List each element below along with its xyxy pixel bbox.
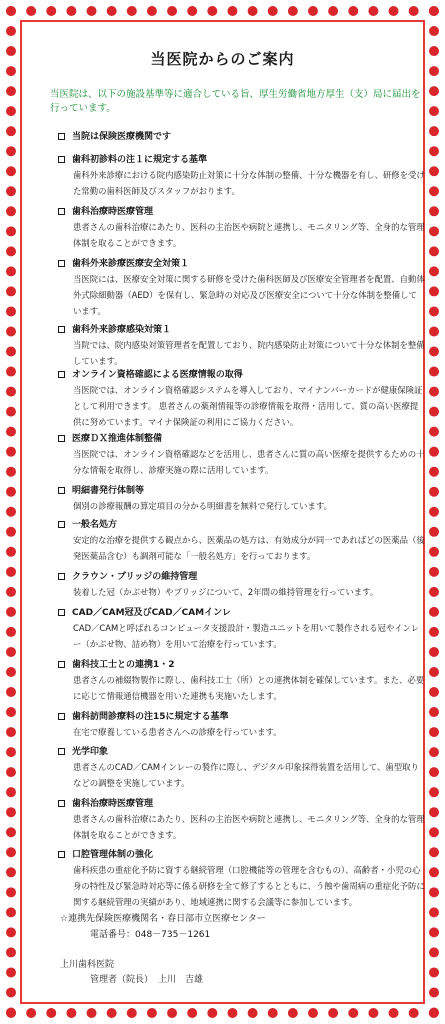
section-heading xyxy=(58,257,425,271)
checkbox-icon xyxy=(58,851,65,858)
clinic-name: 上川歯科医院 xyxy=(60,960,115,970)
notice-section xyxy=(58,745,425,791)
section-heading xyxy=(58,745,425,759)
section-body: 患者さんの歯科治療にあたり、医科の主治医や病院と連携し、モニタリング等、全身的な管理体制を取ることができます。 xyxy=(73,222,425,248)
intro-text: 当医院は、以下の施設基準等に適合している旨、厚生労働省地方厚生（支）局に届出を行っています。 xyxy=(50,89,421,114)
section-heading xyxy=(58,323,425,337)
notice-section xyxy=(58,658,425,704)
partner-phone: 電話番号：048－735－1261 xyxy=(90,930,211,940)
section-body: 安定的な治療を提供する観点から、医薬品の処方は、有効成分が同一であればどの医薬品（後発医薬品含む）も調剤可能な「一般名処方」を行っております。 xyxy=(73,535,425,561)
checkbox-icon xyxy=(58,800,65,807)
section-body: 患者さんのCAD／CAMインレーの製作に際し、デジタル印象採得装置を活用して、歯型取りなどの調整を実施しています。 xyxy=(73,762,419,788)
notice-section xyxy=(58,205,425,251)
section-body: CAD／CAMと呼ばれるコンピュータ支援設計・製造ユニットを用いて製作される冠やインレー（かぶせ物、詰め物）を用いて治療を行っています。 xyxy=(73,623,420,649)
section-heading xyxy=(58,432,425,446)
notice-section xyxy=(58,130,425,144)
section-heading-text: 歯科外来診療医療安全対策１ xyxy=(72,259,190,269)
section-heading-text: 光学印象 xyxy=(72,747,109,757)
checkbox-icon xyxy=(58,133,65,140)
section-heading xyxy=(58,205,425,219)
notice-section xyxy=(58,848,425,910)
checkbox-icon xyxy=(58,521,65,528)
page-title: 当医院からのご案内 xyxy=(150,50,295,68)
notice-section xyxy=(58,153,425,199)
section-heading-text: 歯科外来診療感染対策１ xyxy=(72,325,172,335)
section-heading-text: 口腔管理体制の強化 xyxy=(72,850,154,860)
checkbox-icon xyxy=(58,260,65,267)
notice-section xyxy=(58,570,425,600)
section-body: 当医院には、医療安全対策に関する研修を受けた歯科医師及び医療安全管理者を配置、自動体外式除細動器（AED）を保有し、緊急時の対応及び医療安全について十分な体制を整備しています。 xyxy=(73,274,425,316)
section-heading-text: 歯科技工士との連携1・2 xyxy=(72,660,175,670)
section-heading-text: 歯科治療時医療管理 xyxy=(72,207,154,217)
section-heading-text: 歯科訪問診療料の注15に規定する基準 xyxy=(72,712,229,722)
checkbox-icon xyxy=(58,661,65,668)
section-heading-text: CAD／CAM冠及びCAD／CAMインレ xyxy=(72,608,231,618)
notice-section xyxy=(58,606,425,652)
notice-section xyxy=(58,257,425,319)
partner-hospital: ☆連携先保険医療機関名・春日部市立医療センター xyxy=(60,914,266,924)
section-heading-text: オンライン資格確認による医療情報の取得 xyxy=(72,370,243,380)
notice-section xyxy=(58,432,425,478)
section-heading-text: クラウン・ブリッジの維持管理 xyxy=(72,572,198,582)
notice-section xyxy=(58,484,425,514)
notice-section xyxy=(58,710,425,740)
checkbox-icon xyxy=(58,748,65,755)
checkbox-icon xyxy=(58,156,65,163)
section-body: 歯科外来診療における院内感染防止対策に十分な体制の整備、十分な機器を有し、研修を受けた常勤の歯科医師及びスタッフがおります。 xyxy=(73,170,425,196)
notice-section xyxy=(58,323,425,369)
checkbox-icon xyxy=(58,609,65,616)
section-heading-text: 医療ＤＸ推進体制整備 xyxy=(72,434,163,444)
section-heading xyxy=(58,153,425,167)
section-heading xyxy=(58,518,425,532)
section-body: 患者さんの補綴物製作に際し、歯科技工士（所）との連携体制を確保しています。また、必要に応じて情報通信機器を用いた連携も実施いたします。 xyxy=(73,675,425,701)
section-heading xyxy=(58,710,425,724)
section-heading xyxy=(58,658,425,672)
section-body: 当医院では、オンライン資格確認システムを導入しており、マイナンバーカードが健康保険証として利用できます。 患者さんの薬剤情報等の診療情報を取得・活用して、質の高い医療提供に努めています。マイナ保険証の利用にご協力ください。 xyxy=(73,385,423,427)
checkbox-icon xyxy=(58,371,65,378)
section-body: 患者さんの歯科治療にあたり、医科の主治医や病院と連携し、モニタリング等、全身的な管理体制を取ることができます。 xyxy=(73,814,425,840)
manager-name: 上川 吉雄 xyxy=(158,975,204,985)
checkbox-icon xyxy=(58,208,65,215)
section-heading xyxy=(58,570,425,584)
section-body: 当院では、院内感染対策管理者を配置しており、院内感染防止対策について十分な体制を整備しています。 xyxy=(73,340,425,366)
section-heading xyxy=(58,606,425,620)
checkbox-icon xyxy=(58,573,65,580)
section-heading-text: 一般名処方 xyxy=(72,520,118,530)
checkbox-icon xyxy=(58,435,65,442)
checkbox-icon xyxy=(58,713,65,720)
section-heading-text: 明細書発行体制等 xyxy=(72,486,145,496)
manager-role: 管理者（院長） xyxy=(90,975,154,985)
notice-section xyxy=(58,368,425,430)
section-body: 在宅で療養している患者さんへの診療を行っています。 xyxy=(73,727,282,737)
section-body: 装着した冠（かぶせ物）やブリッジについて、2年間の維持管理を行っています。 xyxy=(73,587,379,597)
section-heading-text: 歯科初診料の注１に規定する基準 xyxy=(72,155,208,165)
notice-section xyxy=(58,797,425,843)
section-heading-text: 歯科治療時医療管理 xyxy=(72,799,154,809)
checkbox-icon xyxy=(58,487,65,494)
section-body: 当医院では、オンライン資格確認などを活用し、患者さんに質の高い医療を提供するための十分な情報を取得し、診療実施の際に活用しています。 xyxy=(73,449,425,475)
section-body: 歯科疾患の重症化予防に資する継続管理（口腔機能等の管理を含むもの）、高齢者・小児の心身の特性及び緊急時対応等に係る研修を全て修了するとともに、う蝕や歯周病の重症化予防に関する継続管理の実績があり、地域連携に関する会議等に参加しています。 xyxy=(73,865,425,907)
section-heading-text: 当院は保険医療機関です xyxy=(72,132,172,142)
section-body: 個別の診療報酬の算定項目の分かる明細書を無料で発行しています。 xyxy=(73,501,332,511)
section-heading xyxy=(58,368,425,382)
section-heading xyxy=(58,484,425,498)
section-heading xyxy=(58,848,425,862)
notice-section xyxy=(58,518,425,564)
section-heading xyxy=(58,797,425,811)
section-heading xyxy=(58,130,425,144)
checkbox-icon xyxy=(58,326,65,333)
